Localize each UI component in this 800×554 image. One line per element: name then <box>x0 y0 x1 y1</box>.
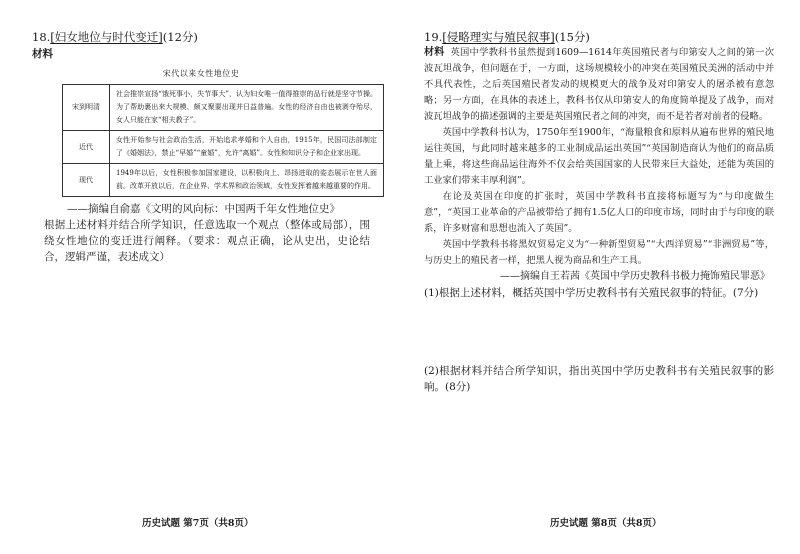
question-18-number: 18. <box>32 30 51 44</box>
answer-space <box>424 301 774 363</box>
era-name: 现代 <box>63 164 110 197</box>
era-name: 宋到明清 <box>63 85 110 131</box>
material-source: ——摘编自俞嘉《文明的风向标：中国两千年女性地位史》 <box>67 203 340 215</box>
material-label: 材料 <box>424 47 445 58</box>
page-footer-8: 历史试题 第8页（共8页） <box>550 518 662 529</box>
page-footer-7: 历史试题 第7页（共8页） <box>142 518 254 529</box>
sub-question-1: (1)根据上述材料，概括英国中学历史教科书有关殖民叙事的特征。(7分) <box>424 287 759 299</box>
era-description: 女性开始参与社会政治生活，开始追求孝婚和个人自由，1915年，民国司法部制定了《婚姻法》，禁止“早婚”“童婚”，允许“离婚”。女性和知识分子和企业家出现。 <box>110 131 384 164</box>
women-status-table <box>62 84 384 197</box>
question-19-title: [侵略理实与殖民叙事] <box>442 30 555 44</box>
question-18-title: [妇女地位与时代变迁] <box>50 30 163 44</box>
question-19-heading <box>424 30 774 45</box>
material-paragraph: 英国中学教科书将黑奴贸易定义为“一种新型贸易”“大西洋贸易”“非洲贸易”等，与历史上的殖民者一样，把黑人视为商品和生产工具。 <box>424 239 774 266</box>
question-19-score: (15分) <box>554 30 590 44</box>
era-description: 1949年以后，女性积极参加国家建设，以积极向上、昂扬进取的姿态展示在世人面前。改革开放以后，在企业界、学术界和政治领域，女性发挥着越来越重要的作用。 <box>110 164 384 197</box>
question-18-score: (12分) <box>162 30 198 44</box>
material-source: ——摘编自王若茜《英国中学历史教科书极力掩饰殖民罪恶》 <box>500 271 770 282</box>
sub-question-2: (2)根据材料并结合所学知识，指出英国中学历史教科书有关殖民叙事的影响。(8分) <box>424 365 774 393</box>
material-paragraph: 在论及英国在印度的扩张时，英国中学教科书直接将标题写为“与印度做生意”，“英国工业革命的产品被带给了拥有1.5亿人口的印度市场，同时由于与印度的联系，许多财富和思想也流入了英国”。 <box>424 191 774 234</box>
question-18-heading <box>32 30 370 45</box>
material-paragraph <box>424 45 774 125</box>
material-paragraph: 英国中学教科书认为，1750年至1900年，“海量粮食和原料从遍布世界的殖民地运往英国，与此同时越来越多的工业制成品运出英国”“英国制造商认为他们的商品质量上乘，将这些商品运往海外不仅会给英国国家的人民带来巨大益处，还能为英国的工业家们带来丰厚利润”。 <box>424 127 774 186</box>
question-19-number: 19. <box>424 30 443 44</box>
material-label: 材料 <box>32 48 53 60</box>
era-description: 社会推崇宣扬“饿死事小，失节事大”，认为妇女唯一值得推崇的品行就是坚守节操。为了帮助裹出来大规模、颇又聚要出现并日益普遍。女性的经济自由也被剥夺殆尽，女人只能在家“相夫教子”。 <box>110 85 384 131</box>
paragraph-text: 英国中学教科书虽然提到1609—1614年英国殖民者与印第安人之间的第一次波瓦坦战争，但问题在于，一方面，这场规模较小的冲突在英国殖民美洲的活动中并不具代表性，之后英国殖民者发动的规模更大的战争及对印第安人的屠杀被有意忽略；另一方面，在具体的表述上，教科书仅从印第安人的角度简单提及了战争，而对波瓦坦战争的描述强调的主要是英国殖民者之间的冲突，而不是若者对前者的侵略。 <box>424 47 775 122</box>
right-page <box>400 0 800 554</box>
table-row <box>63 85 384 131</box>
table-caption: 宋代以来女性地位史 <box>162 69 240 78</box>
question-18-requirement: 根据上述材料并结合所学知识，任意选取一个观点（整体或局部），围绕女性地位的变迁进行阐释。（要求：观点正确，论从史出，史论结合，逻辑严谨，表述成文） <box>44 219 370 263</box>
table-row <box>63 164 384 197</box>
table-row <box>63 131 384 164</box>
era-name: 近代 <box>63 131 110 164</box>
